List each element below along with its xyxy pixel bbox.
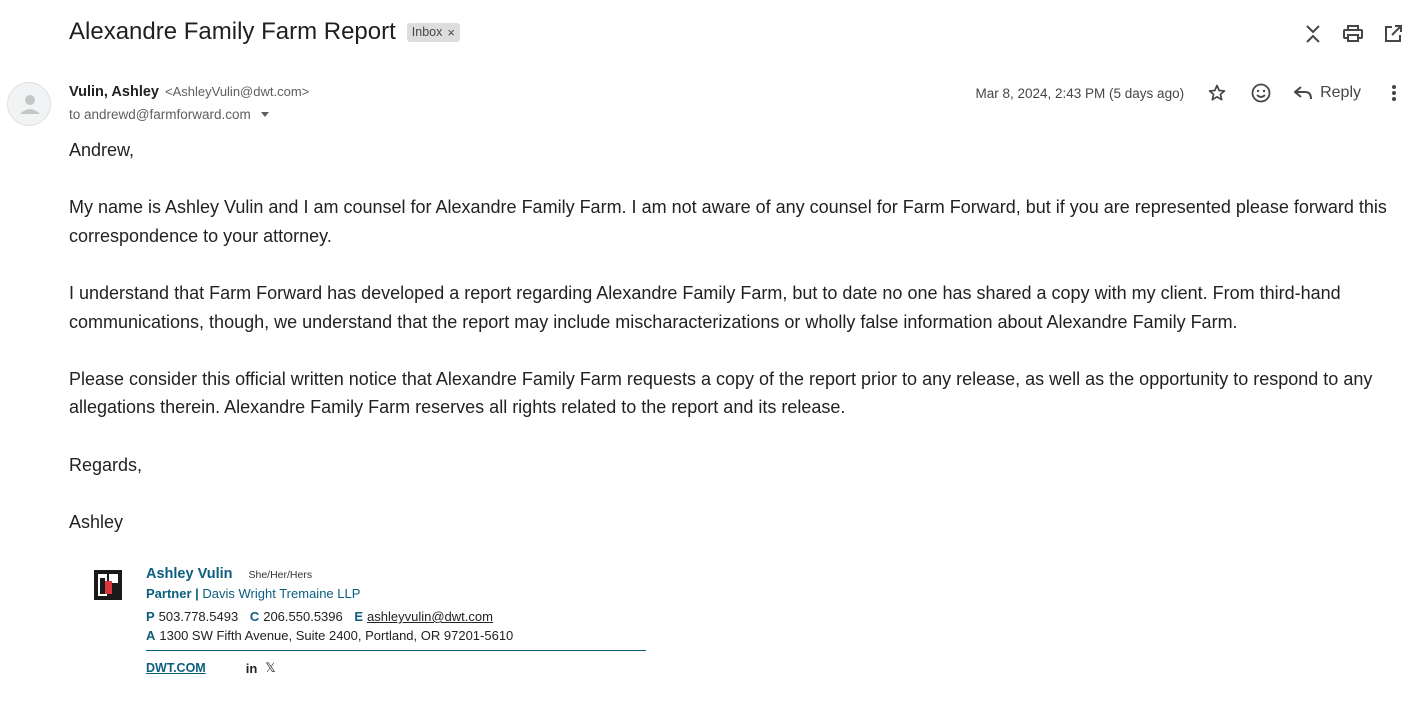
signature-pronouns: She/Her/Hers <box>248 569 313 581</box>
signature-content <box>146 566 646 676</box>
signature-title <box>146 586 646 601</box>
subject-row <box>69 18 460 46</box>
address-key: A <box>146 628 156 643</box>
signature-divider <box>146 650 646 651</box>
recipient-text: to andrewd@farmforward.com <box>69 107 251 122</box>
message-date: Mar 8, 2024, 2:43 PM (5 days ago) <box>975 85 1185 101</box>
inbox-label-text: Inbox <box>411 25 443 39</box>
sender-name[interactable]: Vulin, Ashley <box>69 84 159 100</box>
cell-number: 206.550.5396 <box>263 609 343 624</box>
body-paragraph: I understand that Farm Forward has developed a report regarding Alexandre Family Farm, but to date no one has shared a copy with my client. From third-hand communications, though, we understand that the report may include mischaracterizations or wholly false information about Alexandre Family Farm. <box>69 282 1341 332</box>
address-text: 1300 SW Fifth Avenue, Suite 2400, Portland, OR 97201-5610 <box>159 628 514 643</box>
signature-separator: | <box>191 586 203 601</box>
recipient-line <box>69 107 269 122</box>
signature-firm: Davis Wright Tremaine LLP <box>202 586 361 601</box>
inbox-label-chip[interactable] <box>407 23 460 42</box>
sender-line <box>69 84 309 100</box>
cell-key: C <box>249 609 260 624</box>
reply-label: Reply <box>1320 84 1361 101</box>
phone-number: 503.778.5493 <box>158 609 239 624</box>
signature-email-link[interactable]: ashleyvulin@dwt.com <box>367 609 493 624</box>
open-in-new-window-icon[interactable] <box>1383 24 1403 44</box>
signature-name-row <box>146 566 646 582</box>
firm-website-link[interactable]: DWT.COM <box>146 661 206 675</box>
thread-toolbar <box>1303 24 1403 44</box>
linkedin-icon[interactable]: in <box>245 660 258 676</box>
star-icon[interactable] <box>1206 82 1228 104</box>
chevron-down-icon[interactable] <box>261 112 269 117</box>
reply-button[interactable] <box>1294 84 1361 102</box>
person-avatar-icon <box>7 82 51 126</box>
phone-key: P <box>146 609 155 624</box>
signature-contact <box>146 609 646 624</box>
signature-name: Ashley Vulin <box>146 566 233 582</box>
body-paragraph: Please consider this official written notice that Alexandre Family Farm requests a copy of the report prior to any release, as well as the opportunity to respond to any allegations therein. Alexandre Family Farm reserves all rights related to the report and its release. <box>69 368 1373 418</box>
signature-role: Partner <box>146 586 192 601</box>
message-actions <box>975 82 1405 104</box>
body-paragraph: Regards, <box>69 454 143 475</box>
sender-email: <AshleyVulin@dwt.com> <box>165 84 310 99</box>
x-twitter-icon[interactable]: 𝕏 <box>265 660 276 675</box>
print-icon[interactable] <box>1343 24 1363 44</box>
body-paragraph: Andrew, <box>69 140 135 160</box>
remove-label-icon[interactable]: × <box>447 24 455 40</box>
collapse-icon[interactable] <box>1303 24 1323 44</box>
body-paragraph: Ashley <box>69 511 124 532</box>
email-key: E <box>354 609 364 624</box>
reply-arrow-icon <box>1294 86 1312 100</box>
dwt-logo-icon <box>93 568 123 602</box>
email-body <box>69 136 1404 565</box>
emoji-react-icon[interactable] <box>1250 82 1272 104</box>
body-paragraph: My name is Ashley Vulin and I am counsel for Alexandre Family Farm. I am not aware of any counsel for Farm Forward, but if you are represented please forward this correspondence to your attorney. <box>69 197 1387 246</box>
social-links <box>246 660 276 676</box>
signature-footer <box>146 660 646 676</box>
signature-address <box>146 628 646 643</box>
email-subject: Alexandre Family Farm Report <box>69 18 396 45</box>
more-vertical-icon[interactable] <box>1383 82 1405 104</box>
